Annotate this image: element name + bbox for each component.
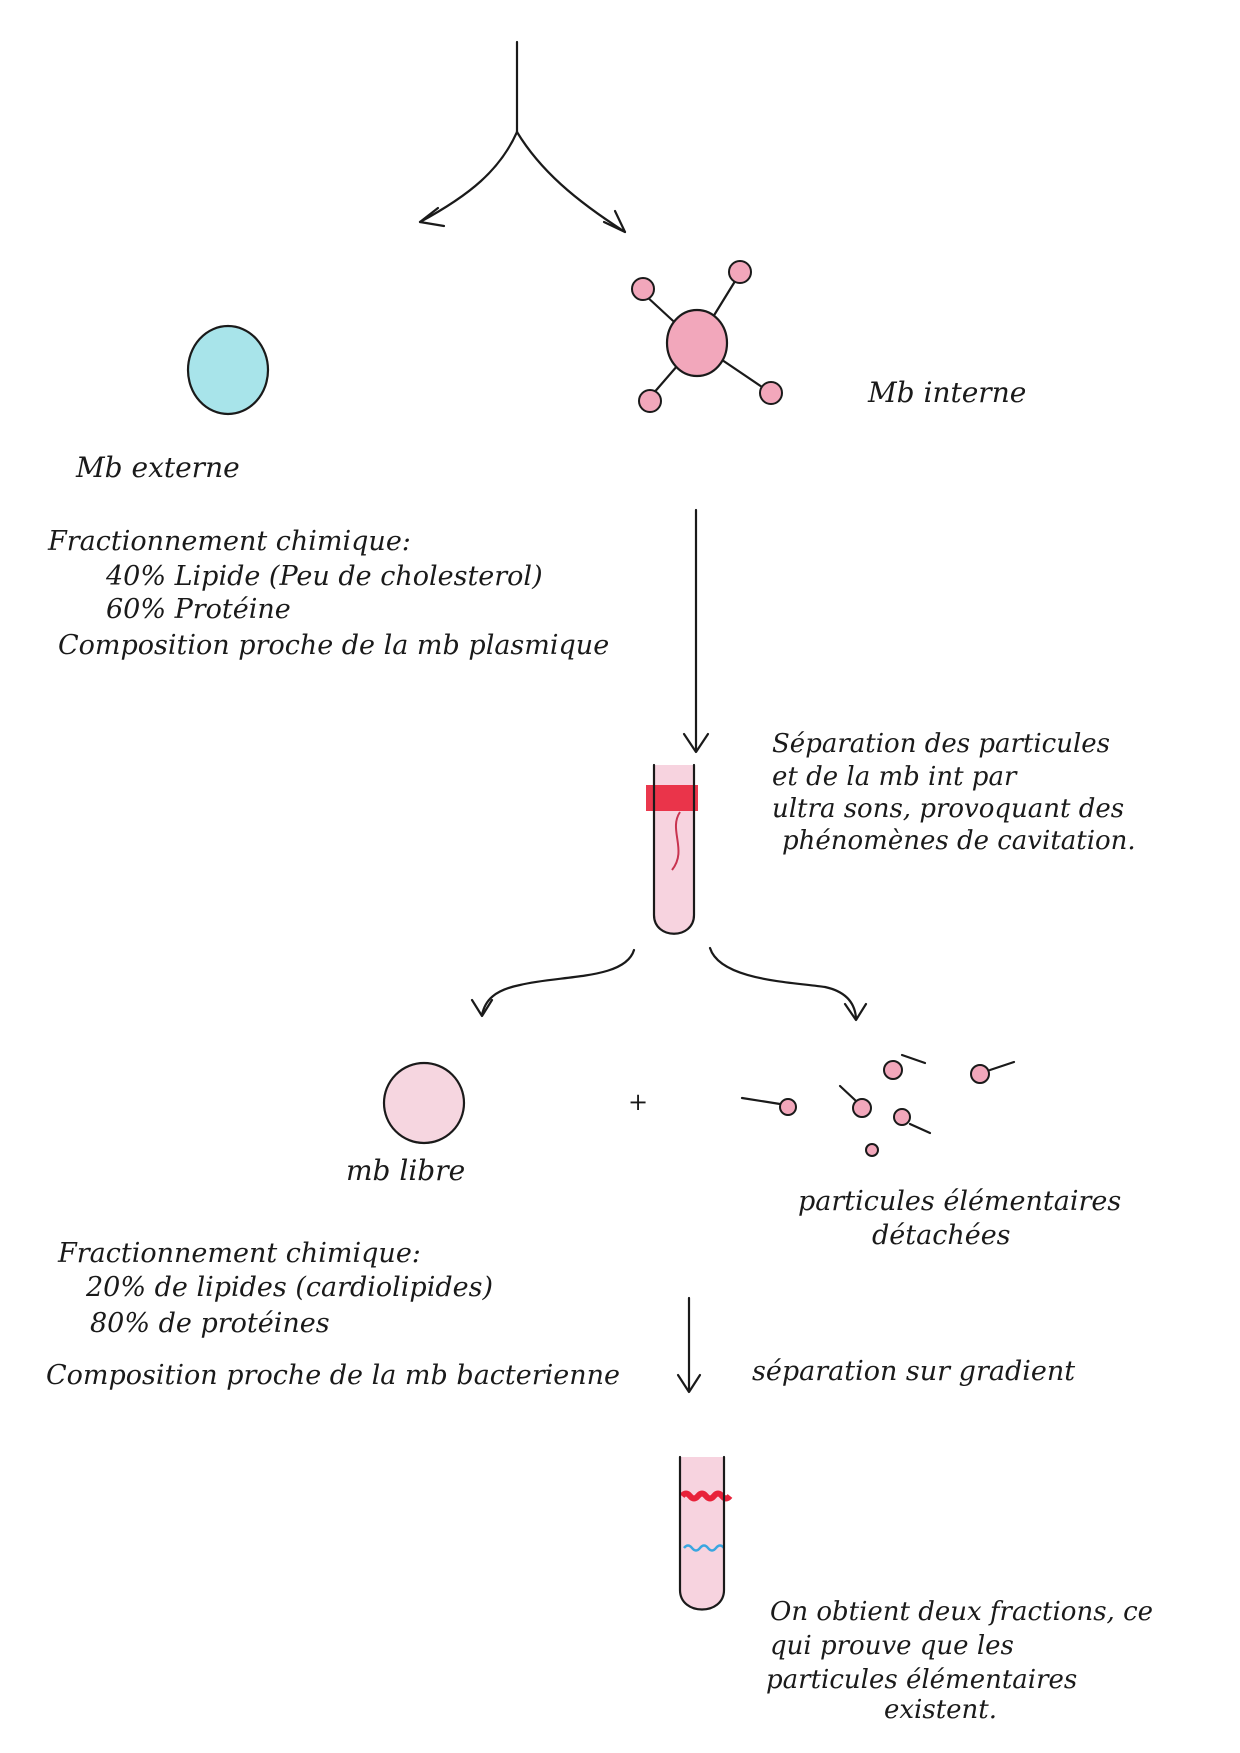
inner-membrane-with-particles [632, 261, 782, 412]
outer-fractionation-heading: Fractionnement chimique: [48, 526, 411, 557]
inner-fractionation-line-1: 20% de lipides (cardiolipides) [86, 1272, 494, 1303]
ultrasound-note-line-3: ultra sons, provoquant des [772, 794, 1125, 824]
detached-particles-label-line-1: particules élémentaires [798, 1186, 1122, 1217]
split-arrow-middle [472, 948, 866, 1020]
ultrasound-note-line-2: et de la mb int par [772, 762, 1017, 792]
free-membrane-vesicle [384, 1063, 464, 1143]
conclusion-note-line-2: qui prouve que les [770, 1631, 1014, 1661]
inner-fractionation-heading: Fractionnement chimique: [58, 1238, 421, 1269]
outer-fractionation-line-1: 40% Lipide (Peu de cholesterol) [106, 561, 543, 592]
conclusion-note-line-1: On obtient deux fractions, ce [770, 1597, 1154, 1627]
outer-fractionation-conclusion: Composition proche de la mb plasmique [58, 630, 610, 661]
inner-fractionation-conclusion: Composition proche de la mb bacterienne [46, 1360, 621, 1391]
gradient-label: séparation sur gradient [752, 1356, 1076, 1387]
plus-sign: + [628, 1088, 649, 1116]
outer-fractionation-text [47, 526, 609, 661]
inner-fractionation-text [46, 1238, 620, 1391]
outer-membrane-label: Mb externe [76, 451, 240, 484]
conclusion-note-line-4: existent. [884, 1695, 998, 1725]
arrow-to-tube-1 [684, 510, 708, 752]
split-arrow-top [420, 42, 625, 232]
outer-membrane-vesicle [188, 326, 268, 414]
conclusion-note-line-3: particules élémentaires [766, 1665, 1078, 1695]
ultrasound-note [772, 729, 1136, 856]
test-tube-gradient [680, 1457, 730, 1610]
free-membrane-label: mb libre [346, 1154, 466, 1187]
outer-fractionation-line-2: 60% Protéine [106, 594, 291, 625]
ultrasound-note-line-4: phénomènes de cavitation. [782, 826, 1136, 856]
conclusion-note [766, 1597, 1153, 1725]
inner-membrane-label: Mb interne [868, 376, 1027, 409]
detached-particles-label-line-2: détachées [872, 1220, 1011, 1251]
inner-fractionation-line-2: 80% de protéines [90, 1308, 330, 1339]
arrow-to-tube-2 [678, 1298, 700, 1392]
test-tube-ultrasound [646, 765, 698, 934]
ultrasound-note-line-1: Séparation des particules [772, 729, 1111, 759]
detached-particles [742, 1055, 1014, 1156]
